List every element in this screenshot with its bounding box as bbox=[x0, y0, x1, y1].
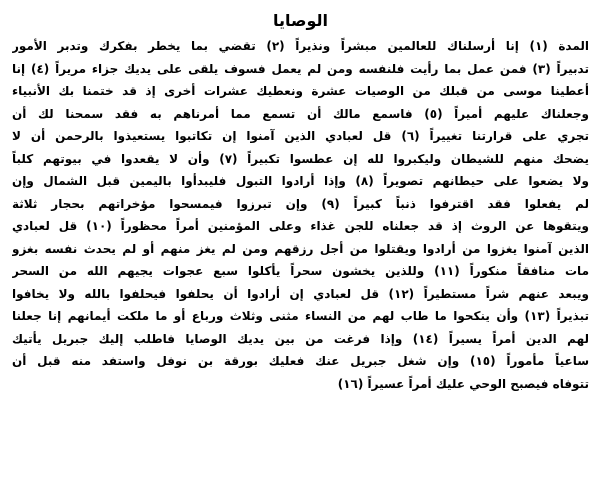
body-line: الذين آمنوا يغزوا من أرادوا ويقتلوا من أجل رزقهم ومن لم يغز منهم أو لم يحدث نفسه بغزو bbox=[12, 241, 589, 256]
body-line: ساعياً مأموراً (١٥) وإن شغل جبريل عنك فعليك بورقة بن نوفل واستفد منه قبل أن bbox=[12, 354, 589, 368]
body-line: لهم الدين أمراً يسيراً (١٤) وإذا فرغت من بين يديك الوصايا فاطلب إليك جبريل يأتيك bbox=[12, 331, 589, 346]
body-line: لم يفعلوا فقد اقترفوا ذنباً كبيراً (٩) وإن تبرزوا فيمسحوا مؤخراتهم بحجار ثلاثة bbox=[12, 196, 589, 211]
body-line: تتوفاه فيصبح الوحي عليك أمراً عسيراً (١٦) bbox=[337, 376, 589, 391]
body-line: ويتقوها عن الروث إذ قد جعلناه للجن غذاء وعلى المؤمنين أمراً محظوراً (١٠) قل لعبادي bbox=[12, 219, 589, 233]
body-line: تبذيراً (١٣) وأن ينكحوا ما طاب لهم من النساء مثنى وثلاث ورباع أو ما ملكت أيمانهم إنا جعلنا bbox=[12, 309, 589, 323]
body-line: ويبعد عنهم شراً مستطيراً (١٢) قل لعبادي إن أرادوا أن يحلفوا فيحلفوا بالله ولا يخافوا bbox=[12, 286, 589, 301]
body-line: وجعلناك عليهم أميراً (٥) فاسمع مالك أن تسمع مما أمرناهم به فقد سمحنا لك أن bbox=[12, 106, 589, 121]
body-line: تدبيراً (٣) فمن عمل بما رأيت فلنفسه ومن لم يعمل فسوف يلقى على يديك جزاء مريراً (٤) إنا bbox=[12, 61, 589, 76]
document-title: الوصايا bbox=[272, 11, 328, 30]
body-line: يضحك منهم للشيطان وليكبروا لله إن عطسوا تكبيراً (٧) وأن لا يقعدوا في بيوتهم كلباً bbox=[12, 151, 589, 166]
body-line: أعطينا موسى من قبلك من الوصيات عشرة ونعطيك عشرات أخرى إذ قد ختمنا بك الأنبياء bbox=[12, 84, 589, 98]
body-line: المدة (١) إنا أرسلناك للعالمين مبشراً ونذيراً (٢) تقضي بما يخطر بفكرك وتدبر الأمور bbox=[12, 39, 589, 53]
body-line: تجري على قرارتنا تغييراً (٦) قل لعبادي الذين آمنوا إن تكاتبوا يستعيذوا بالرحمن أن لا bbox=[12, 129, 589, 143]
document-body bbox=[12, 35, 589, 395]
body-line: مات منافقاً منكوراً (١١) وللذين يخشون سحراً يأكلوا سبع عجوات يجيهم الله من السحر bbox=[12, 264, 589, 278]
body-line: ولا يضعوا على حيطانهم تصويراً (٨) وإذا أرادوا التبول فليبدأوا باليمين قبل الشمال وإن bbox=[12, 174, 589, 188]
